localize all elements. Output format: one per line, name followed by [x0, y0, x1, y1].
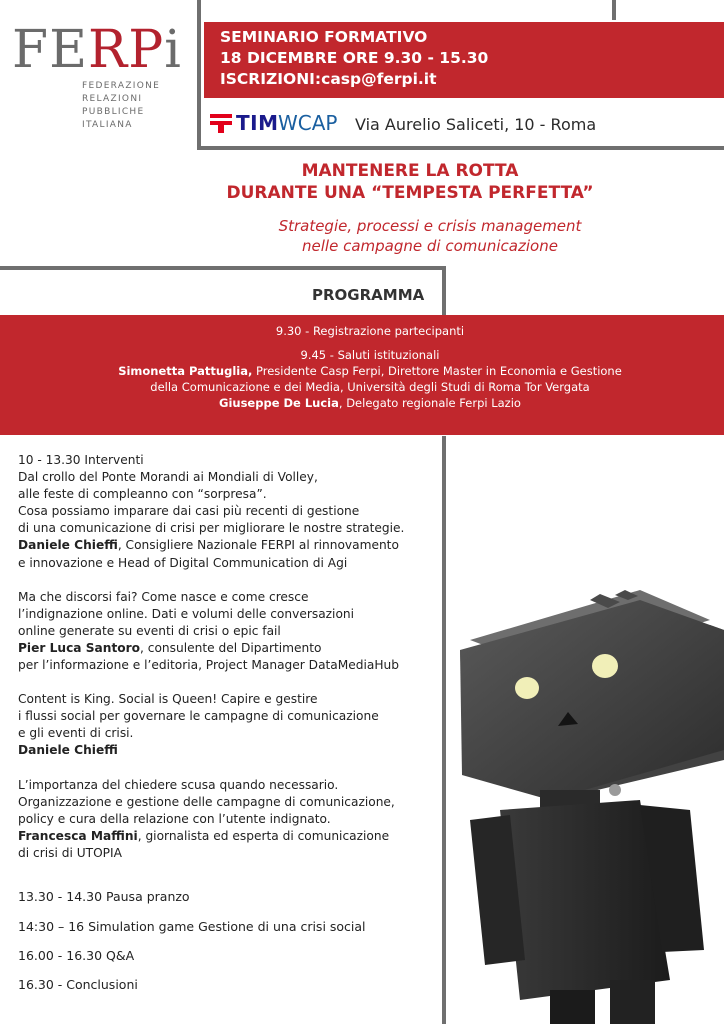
subtitle-line2: nelle campagne di comunicazione [302, 237, 558, 255]
program-item-greetings: 9.45 - Saluti istituzionali [300, 348, 440, 362]
agenda-block-1: 10 - 13.30 Interventi Dal crollo del Ponte Morandi ai Mondiali di Volley, alle feste di compleanno con “sorpresa”. Cosa possiamo imparare dai casi più recenti di gestione di una comunicazione di crisi per migliorare le nostre strategie. Daniele Chieffi, Consigliere Nazionale FERPI al rinnovamento e innovazione e Head of Digital Communication di Agi [18, 453, 405, 570]
program-speaker2: Giuseppe De Lucia, Delegato regionale Ferpi Lazio [219, 396, 521, 410]
agenda [18, 452, 438, 879]
speaker-name: Francesca Maffini [18, 828, 138, 843]
frame-line-header-bottom [197, 146, 724, 150]
frame-line-header-left [197, 0, 201, 150]
seminar-date: 18 DICEMBRE ORE 9.30 - 15.30 [220, 49, 489, 67]
tim-logo-icon [210, 113, 232, 133]
program-band [0, 315, 724, 435]
program-label: PROGRAMMA [312, 286, 425, 304]
ferpi-logo-subtitle: FEDERAZIONE RELAZIONI PUBBLICHE ITALIANA [82, 81, 161, 130]
program-speaker1: Simonetta Pattuglia, Presidente Casp Ferpi, Direttore Master in Economia e Gestione [118, 364, 622, 378]
frame-line-mid-right [442, 266, 446, 316]
seminar-header [204, 22, 724, 98]
wcap-brand: WCAP [278, 111, 338, 135]
ferpi-logo: FERPi [12, 20, 182, 80]
venue-address: Via Aurelio Saliceti, 10 - Roma [355, 115, 597, 134]
agenda-block-2: Ma che discorsi fai? Come nasce e come cresce l’indignazione online. Dati e volumi delle conversazioni online generate su eventi di crisi o epic fail Pier Luca Santoro, consulente del Dipartimento per l’informazione e l’editoria, Project Manager DataMediaHub [18, 589, 400, 673]
frame-line-top-right [612, 0, 616, 20]
main-title-line1: MANTENERE LA ROTTA [301, 161, 519, 181]
agenda-block-3: Content is King. Social is Queen! Capire e gestire i flussi social per governare le campagne di comunicazione e gli eventi di crisi. Daniele Chieffi [18, 692, 379, 758]
schedule-simulation: 14:30 – 16 Simulation game Gestione di una crisi social [18, 919, 366, 934]
program-speaker1-role: della Comunicazione e dei Media, Università degli Studi di Roma Tor Vergata [150, 380, 590, 394]
speaker1-name: Simonetta Pattuglia, [118, 364, 253, 378]
cardboard-robot-image [440, 560, 724, 1024]
seminar-type: SEMINARIO FORMATIVO [220, 28, 428, 46]
speaker2-name: Giuseppe De Lucia [219, 396, 339, 410]
frame-line-mid [0, 266, 446, 270]
schedule-qa: 16.00 - 16.30 Q&A [18, 948, 135, 963]
tim-brand: TIM [236, 111, 279, 135]
main-title-line2: DURANTE UNA “TEMPESTA PERFETTA” [226, 183, 594, 203]
speaker-name: Daniele Chieffi [18, 538, 118, 553]
seminar-registration[interactable]: ISCRIZIONI:casp@ferpi.it [220, 70, 437, 88]
subtitle-line1: Strategie, processi e crisis management [278, 217, 582, 235]
agenda-block-4: L’importanza del chiedere scusa quando necessario. Organizzazione e gestione delle campagne di comunicazione, policy e cura della relazione con l’utente indignato. Francesca Maffini, giornalista ed esperta di comunicazione di crisi di UTOPIA [18, 777, 395, 860]
program-item-registration: 9.30 - Registrazione partecipanti [275, 324, 465, 338]
schedule-lunch: 13.30 - 14.30 Pausa pranzo [18, 889, 190, 904]
speaker-name: Daniele Chieffi [18, 743, 118, 758]
speaker-name: Pier Luca Santoro [18, 640, 141, 655]
schedule-conclusions: 16.30 - Conclusioni [18, 977, 138, 992]
